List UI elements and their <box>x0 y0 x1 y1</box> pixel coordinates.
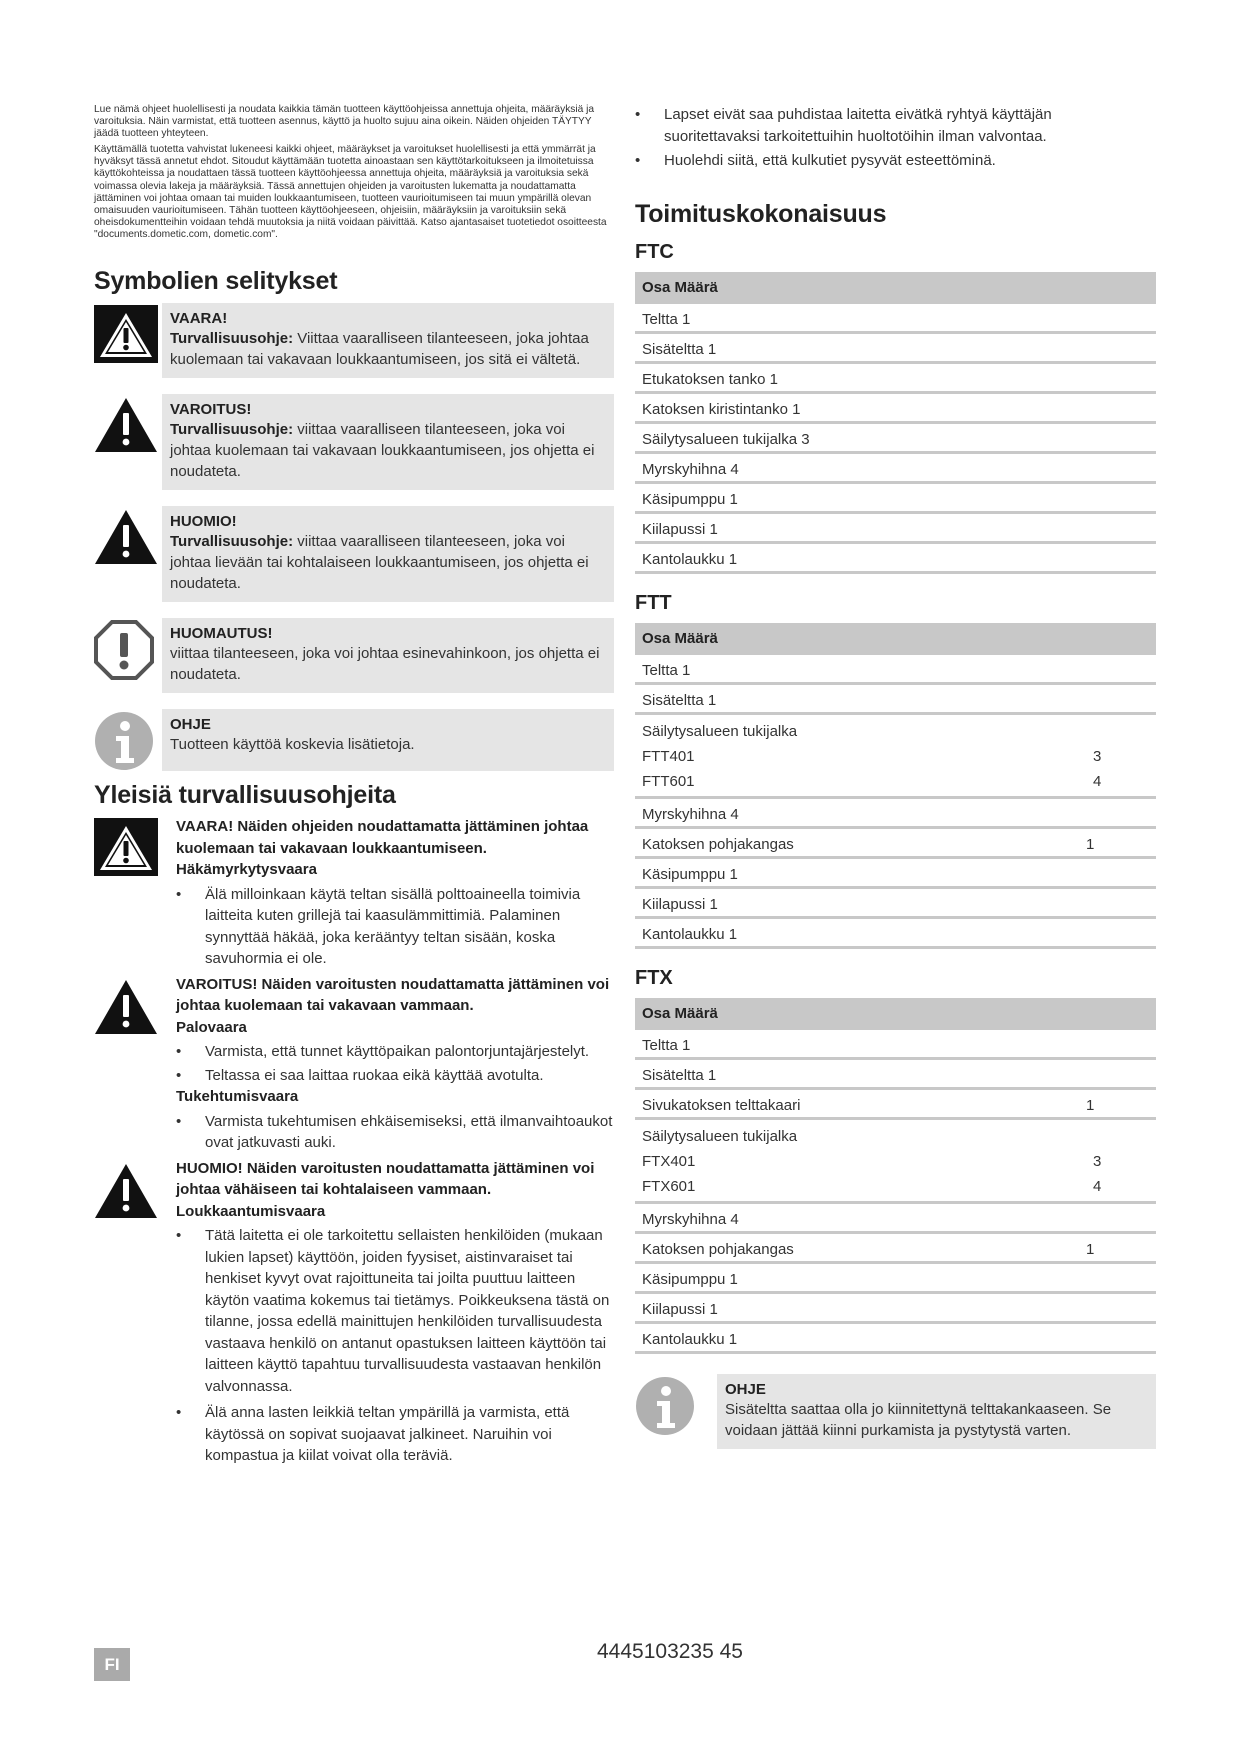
intro-paragraph-2: Käyttämällä tuotetta vahvistat lukeneesi kaikki ohjeet, määräykset ja varoitukset huolellisesti ja että ymmärrät ja hyväksyt tässä annetut ehdot. Sitoudut käyttämään tuotetta ainoastaan sen käyttötarkoitukseen ja ilmoitetuissa käyttökohteissa ja noudattaen tässä tuotteen käyttöohjeessa annettuja ohjeita, määräyksiä ja varoituksia sekä voimassa olevia lakeja ja määräyksiä. Tässä annettujen ohjeiden ja varoitusten lukematta ja noudattamatta jättäminen voi johtaa omaan tai muiden loukkaantumiseen, tuotteen vaurioitumiseen tai muun ympärillä olevan omaisuuden vaurioitumiseen. Tähän tuotteen käyttöohjeeseen, ohjeisiin, määräyksiin ja varoituksiin sekä oheisdokumentteihin voidaan tehdä muutoksia ja niitä voidaan päivittää. Katso ajantasaiset tuotetiedot osoitteesta "documents.dometic.com, dometic.com". <box>94 144 607 240</box>
table-row: Teltta 1 <box>635 1030 1156 1060</box>
ftt-table <box>635 623 1156 949</box>
table-row: Säilytysalueen tukijalka FTX401 3 FTX601 4 <box>635 1120 1156 1204</box>
note-text: Sisäteltta saattaa olla jo kiinnitettynä telttakankaaseen. Se voidaan jättää kiinni purkamista ja pystytystä varten. <box>725 1400 1112 1439</box>
caution-subheading: Loukkaantumisvaara <box>176 1202 326 1220</box>
symbol-caution-label: Turvallisuusohje: <box>170 533 294 551</box>
caution-bullet-2: • Älä anna lasten leikkiä teltan ympärillä ja varmista, että käytössä on sopivat suojaavat jalkineet. Naruihin voi kompastua ja kiilat voivat olla teräviä. <box>176 1404 570 1465</box>
warning-heading: VAROITUS! Näiden varoitusten noudattamatta jättäminen voi johtaa kuolemaan tai vakavaan vammaan. <box>176 975 610 1015</box>
table-row: Käsipumppu 1 <box>635 1264 1156 1294</box>
symbol-notice-title: HUOMAUTUS! <box>170 625 273 643</box>
caution-heading: HUOMIO! Näiden varoitusten noudattamatta jättäminen voi johtaa vähäiseen tai kohtalaiseen vammaan. <box>176 1159 595 1199</box>
symbol-notice-text: viittaa tilanteeseen, joka voi johtaa esinevahinkoon, jos ohjetta ei noudateta. <box>170 645 600 684</box>
left-column <box>94 104 614 1467</box>
table-row: Myrskyhihna 4 <box>635 1204 1156 1234</box>
caution-bullet-4: • Huolehdi siitä, että kulkutiet pysyvät esteettöminä. <box>635 152 996 169</box>
caution-bullet-3: • Lapset eivät saa puhdistaa laitetta eivätkä ryhtyä käyttäjän suoritettavaksi tarkoitettuihin huoltotöihin ilman valvontaa. <box>635 106 1052 145</box>
intro-paragraph-1: Lue nämä ohjeet huolellisesti ja noudata kaikkia tämän tuotteen käyttöohjeissa annettuja ohjeita, määräyksiä ja varoituksia. Näin varmistat, että tuotteen asennus, käyttö ja huolto sujuu aina oikein. Näiden ohjeiden TÄYTYY jäädä tuotteen yhteyteen. <box>94 104 595 140</box>
table-row: Teltta 1 <box>635 655 1156 685</box>
safety-heading: Yleisiä turvallisuusohjeita <box>94 781 396 810</box>
language-badge: FI <box>94 1648 130 1681</box>
symbols-list <box>94 303 614 771</box>
table-row: Myrskyhihna 4 <box>635 454 1156 484</box>
symbol-danger-title: VAARA! <box>170 310 228 328</box>
ftc-heading: FTC <box>635 240 674 263</box>
symbol-info-text: Tuotteen käyttöä koskevia lisätietoja. <box>170 736 415 754</box>
table-row: Sisäteltta 1 <box>635 685 1156 715</box>
table-row: Kiilapussi 1 <box>635 889 1156 919</box>
table-row: Etukatoksen tanko 1 <box>635 364 1156 394</box>
symbol-warning-label: Turvallisuusohje: <box>170 421 294 439</box>
ftx-heading: FTX <box>635 966 673 989</box>
caution-bullet-1: • Tätä laitetta ei ole tarkoitettu sellaisten henkilöiden (mukaan lukien lapset) käyttöön, joiden fyysiset, aistinvaraiset tai henkiset kyvyt ovat rajoittuneita tai joilta puuttuu laitteen käytön vaatima kokemus tai tietämys. Poikkeuksena tästä on tilanne, jossa edellä mainittujen henkilöiden turvallisuudesta vastaava henkilö on antanut opastuksen laitteen käyttöön tai laitteen käyttö tapahtuu turvallisuudesta vastaavan henkilön valvonnassa. <box>176 1227 610 1395</box>
warning-subheading-suffocation: Tukehtumisvaara <box>176 1088 299 1106</box>
page-number: 4445103235 45 <box>597 1640 743 1663</box>
ftt-table-header: Osa Määrä <box>635 623 1156 655</box>
symbol-warning <box>94 394 614 490</box>
table-row: Teltta 1 <box>635 304 1156 334</box>
warning-bullet-1: • Varmista, että tunnet käyttöpaikan palontorjuntajärjestelyt. <box>176 1043 590 1061</box>
caution-icon <box>94 1158 176 1467</box>
symbols-heading: Symbolien selitykset <box>94 267 338 296</box>
warning-icon <box>94 974 176 1154</box>
symbol-caution <box>94 506 614 602</box>
table-row: Käsipumppu 1 <box>635 859 1156 889</box>
safety-danger <box>94 816 614 970</box>
table-row: Myrskyhihna 4 <box>635 799 1156 829</box>
table-row: Katoksen pohjakangas 1 <box>635 1234 1156 1264</box>
warning-bullet-3: • Varmista tukehtumisen ehkäisemiseksi, että ilmanvaihtoaukot ovat jatkuvasti auki. <box>176 1112 613 1152</box>
table-row: Kiilapussi 1 <box>635 514 1156 544</box>
warning-icon <box>94 394 162 490</box>
symbol-danger-text: Viittaa vaaralliseen tilanteeseen, joka johtaa kuolemaan tai vakavaan loukkaantumiseen, jos sitä ei vältetä. <box>170 330 589 369</box>
table-row: Säilytysalueen tukijalka FTT401 3 FTT601 4 <box>635 715 1156 799</box>
delivery-note <box>635 1374 1156 1449</box>
table-row: Käsipumppu 1 <box>635 484 1156 514</box>
table-row: Sivukatoksen telttakaari 1 <box>635 1090 1156 1120</box>
symbol-danger <box>94 303 614 378</box>
table-row: Sisäteltta 1 <box>635 334 1156 364</box>
table-row: Katoksen pohjakangas 1 <box>635 829 1156 859</box>
note-title: OHJE <box>725 1380 766 1398</box>
table-row: Kantolaukku 1 <box>635 544 1156 574</box>
danger-heading: VAARA! Näiden ohjeiden noudattamatta jättäminen johtaa kuolemaan tai vakavaan loukkaantumiseen. <box>176 818 589 857</box>
table-row: Kantolaukku 1 <box>635 919 1156 949</box>
ftc-table-header: Osa Määrä <box>635 272 1156 304</box>
warning-bullet-2: • Teltassa ei saa laittaa ruokaa eikä käyttää avotulta. <box>176 1066 544 1084</box>
safety-warning <box>94 974 614 1154</box>
warning-subheading-fire: Palovaara <box>176 1018 247 1036</box>
table-row: Kiilapussi 1 <box>635 1294 1156 1324</box>
delivery-heading: Toimituskokonaisuus <box>635 199 887 228</box>
symbol-danger-label: Turvallisuusohje: <box>170 330 294 348</box>
table-row: Säilytysalueen tukijalka 3 <box>635 424 1156 454</box>
table-row: Katoksen kiristintanko 1 <box>635 394 1156 424</box>
danger-icon <box>94 303 162 378</box>
symbol-notice <box>94 618 614 693</box>
ftc-table <box>635 272 1156 574</box>
symbol-warning-title: VAROITUS! <box>170 401 252 419</box>
right-column <box>635 104 1155 1465</box>
table-row: Sisäteltta 1 <box>635 1060 1156 1090</box>
symbol-warning-text: viittaa vaaralliseen tilanteeseen, joka voi johtaa kuolemaan tai vakavaan loukkaantumiseen, jos ohjetta ei noudateta. <box>170 421 595 481</box>
info-icon <box>635 1374 717 1449</box>
symbol-caution-title: HUOMIO! <box>170 513 237 531</box>
caution-continued <box>635 104 1135 172</box>
ftt-heading: FTT <box>635 591 672 614</box>
danger-bullet-1: • Älä milloinkaan käytä teltan sisällä polttoaineella toimivia laitteita kuten grillejä tai kaasulämmittimiä. Palaminen synnyttää häkää, joka kerääntyy teltan sisään, koska savuhormia ei ole. <box>176 885 581 968</box>
symbol-info <box>94 709 614 771</box>
ftx-table-header: Osa Määrä <box>635 998 1156 1030</box>
info-icon <box>94 709 162 771</box>
ftx-table <box>635 998 1156 1354</box>
danger-subheading: Häkämyrkytysvaara <box>176 861 317 879</box>
symbol-info-title: OHJE <box>170 716 211 734</box>
symbol-caution-text: viittaa vaaralliseen tilanteeseen, joka voi johtaa lievään tai kohtalaiseen loukkaantumiseen, jos ohjetta ei noudateta. <box>170 533 589 593</box>
table-row: Kantolaukku 1 <box>635 1324 1156 1354</box>
notice-octagon-icon <box>94 618 162 693</box>
caution-icon <box>94 506 162 602</box>
danger-icon <box>94 816 176 970</box>
safety-caution <box>94 1158 614 1467</box>
intro <box>94 104 614 241</box>
